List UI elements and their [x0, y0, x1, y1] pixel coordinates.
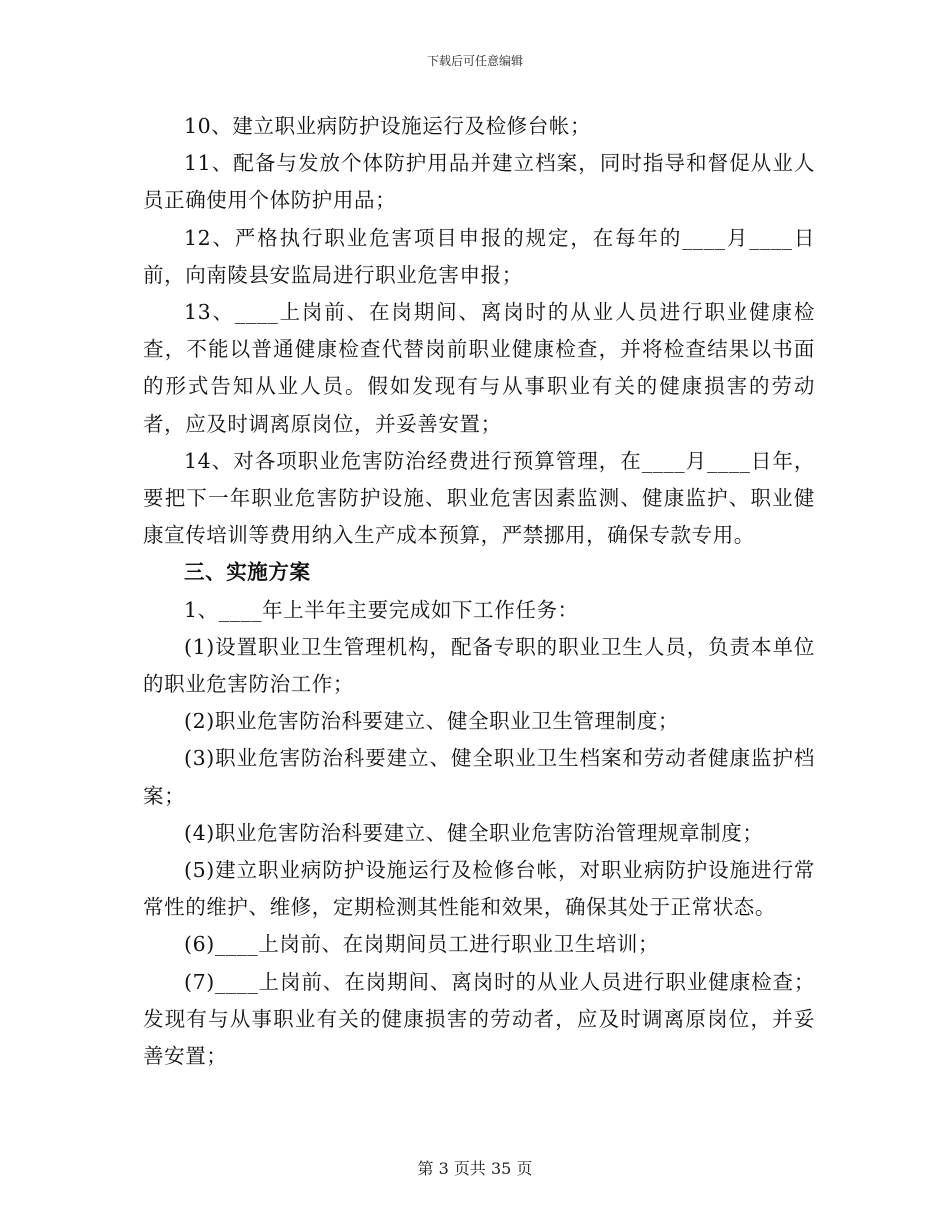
item-12: 12、严格执行职业危害项目申报的规定，在每年的____月____日前，向南陵县安监局进行职业危害申报；	[143, 225, 815, 287]
item-14: 14、对各项职业危害防治经费进行预算管理，在____月____日年，要把下一年职业危害防护设施、职业危害因素监测、健康监护、职业健康宣传培训等费用纳入生产成本预算，严禁挪用，确保专款专用。	[143, 448, 815, 548]
plan-item-1: 1、____年上半年主要完成如下工作任务：	[184, 597, 579, 622]
section-heading-implementation: 三、实施方案	[184, 560, 311, 585]
item-10: 10、建立职业病防护设施运行及检修台帐；	[184, 114, 592, 138]
task-5: (5)建立职业病防护设施运行及检修台帐，对职业病防护设施进行常常性的维护、维修，定期检测其性能和效果，确保其处于正常状态。	[143, 858, 815, 920]
page-footer: 第 3 页共 35 页	[417, 1159, 533, 1178]
task-6: (6)____上岗前、在岗期间员工进行职业卫生培训；	[184, 932, 660, 957]
task-7: (7)____上岗前、在岗期间、离岗时的从业人员进行职业健康检查；发现有与从事职业有关的健康损害的劳动者，应及时调离原岗位，并妥善安置；	[143, 969, 815, 1069]
task-2: (2)职业危害防治科要建立、健全职业卫生管理制度；	[184, 709, 680, 734]
item-11: 11、配备与发放个体防护用品并建立档案，同时指导和督促从业人员正确使用个体防护用品；	[143, 151, 815, 213]
item-13: 13、____上岗前、在岗期间、离岗时的从业人员进行职业健康检查，不能以普通健康检查代替岗前职业健康检查，并将检查结果以书面的形式告知从业人员。假如发现有与从事职业有关的健康损害的劳动者，应及时调离原岗位，并妥善安置；	[143, 300, 815, 436]
task-3: (3)职业危害防治科要建立、健全职业卫生档案和劳动者健康监护档案；	[143, 746, 815, 808]
document-body	[143, 108, 815, 1075]
task-4: (4)职业危害防治科要建立、健全职业危害防治管理规章制度；	[184, 820, 764, 845]
page-header: 下载后可任意编辑	[426, 54, 523, 68]
task-1: (1)设置职业卫生管理机构，配备专职的职业卫生人员，负责本单位的职业危害防治工作；	[143, 634, 815, 697]
